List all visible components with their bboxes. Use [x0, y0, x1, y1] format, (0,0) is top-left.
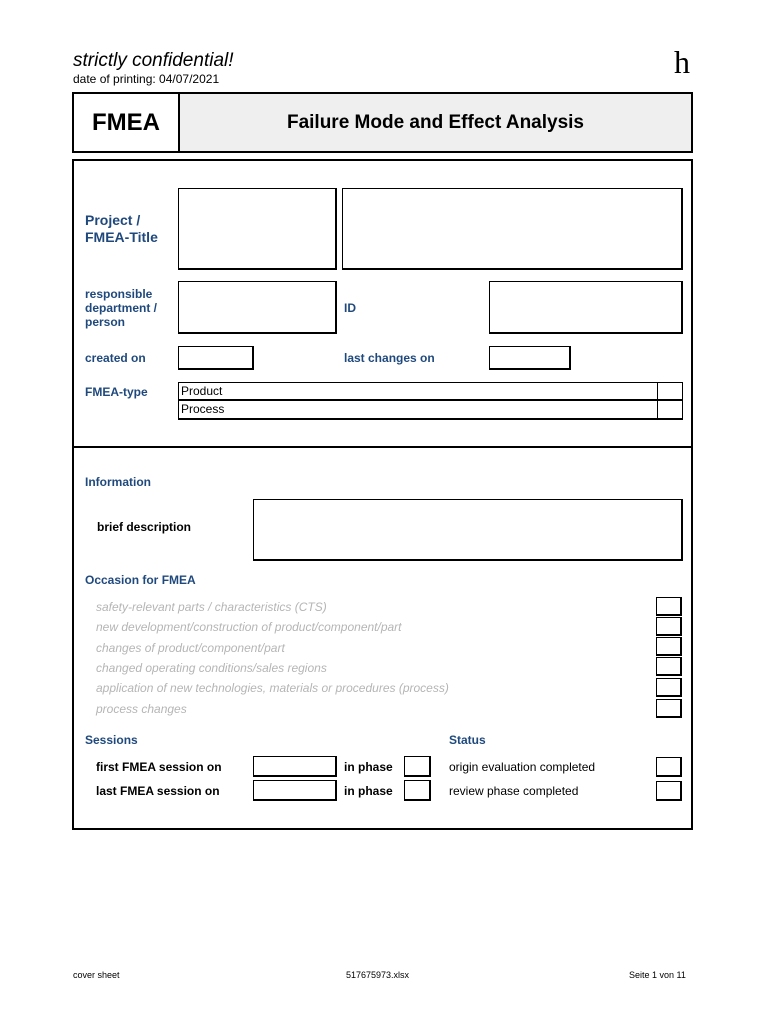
last-phase-field[interactable] [404, 780, 431, 801]
responsible-field[interactable] [178, 281, 337, 334]
brief-description-field[interactable] [253, 499, 683, 561]
created-on-field[interactable] [178, 346, 254, 370]
id-field[interactable] [489, 281, 683, 334]
last-session-label: last FMEA session on [96, 784, 220, 798]
occasion-heading: Occasion for FMEA [85, 573, 196, 587]
id-label: ID [344, 301, 356, 315]
occasion-item-process-changes: process changes [96, 702, 187, 716]
occasion-item-changes: changes of product/component/part [96, 641, 285, 655]
footer-sheet-name: cover sheet [73, 970, 120, 980]
project-title-label-1: Project / [85, 212, 141, 228]
logo: h [674, 44, 690, 80]
origin-evaluation-checkbox[interactable] [656, 757, 682, 777]
occasion-checkbox-new-development[interactable] [656, 617, 682, 636]
status-heading: Status [449, 733, 486, 747]
responsible-label-2: department / [85, 301, 158, 315]
sessions-heading: Sessions [85, 733, 138, 747]
fmea-type-label: FMEA-type [85, 385, 148, 399]
occasion-checkbox-new-technologies[interactable] [656, 678, 682, 697]
fmea-type-product: Product [181, 384, 223, 398]
origin-evaluation-label: origin evaluation completed [449, 760, 596, 774]
last-phase-label: in phase [344, 784, 393, 798]
responsible-label-3: person [85, 315, 126, 329]
responsible-label-1: responsible [85, 287, 153, 301]
fmea-type-product-row[interactable] [178, 382, 683, 401]
footer-file-name: 517675973.xlsx [346, 970, 410, 980]
fmea-type-process-checkbox[interactable] [657, 401, 682, 418]
title-header [72, 92, 693, 153]
first-phase-field[interactable] [404, 756, 431, 777]
project-title-label-2: FMEA-Title [85, 229, 158, 245]
fmea-type-process: Process [181, 402, 225, 416]
project-field[interactable] [178, 188, 337, 270]
fmea-title-field[interactable] [342, 188, 683, 270]
fmea-type-process-row[interactable] [178, 400, 683, 420]
occasion-checkbox-cts[interactable] [656, 597, 682, 616]
occasion-item-operating-conditions: changed operating conditions/sales regions [96, 661, 327, 675]
occasion-item-new-technologies: application of new technologies, materials or procedures (process) [96, 681, 449, 695]
first-session-label: first FMEA session on [96, 760, 222, 774]
title-short: FMEA [74, 94, 180, 151]
occasion-checkbox-changes[interactable] [656, 637, 682, 656]
print-date: date of printing: 04/07/2021 [73, 72, 220, 86]
review-phase-checkbox[interactable] [656, 781, 682, 801]
last-session-field[interactable] [253, 780, 337, 801]
confidential-note: strictly confidential! [73, 50, 234, 71]
occasion-item-cts: safety-relevant parts / characteristics (CTS) [96, 600, 327, 614]
information-heading: Information [85, 475, 151, 489]
first-phase-label: in phase [344, 760, 393, 774]
created-on-label: created on [85, 351, 146, 365]
title-long: Failure Mode and Effect Analysis [286, 111, 585, 133]
brief-description-label: brief description [97, 520, 192, 534]
last-changes-field[interactable] [489, 346, 571, 370]
last-changes-label: last changes on [344, 351, 435, 365]
footer-page-number: Seite 1 von 11 [629, 970, 686, 980]
first-session-field[interactable] [253, 756, 337, 777]
occasion-item-new-development: new development/construction of product/component/part [96, 620, 402, 634]
occasion-checkbox-operating-conditions[interactable] [656, 657, 682, 676]
review-phase-label: review phase completed [449, 784, 579, 798]
occasion-checkbox-process-changes[interactable] [656, 699, 682, 718]
fmea-type-product-checkbox[interactable] [657, 383, 682, 399]
